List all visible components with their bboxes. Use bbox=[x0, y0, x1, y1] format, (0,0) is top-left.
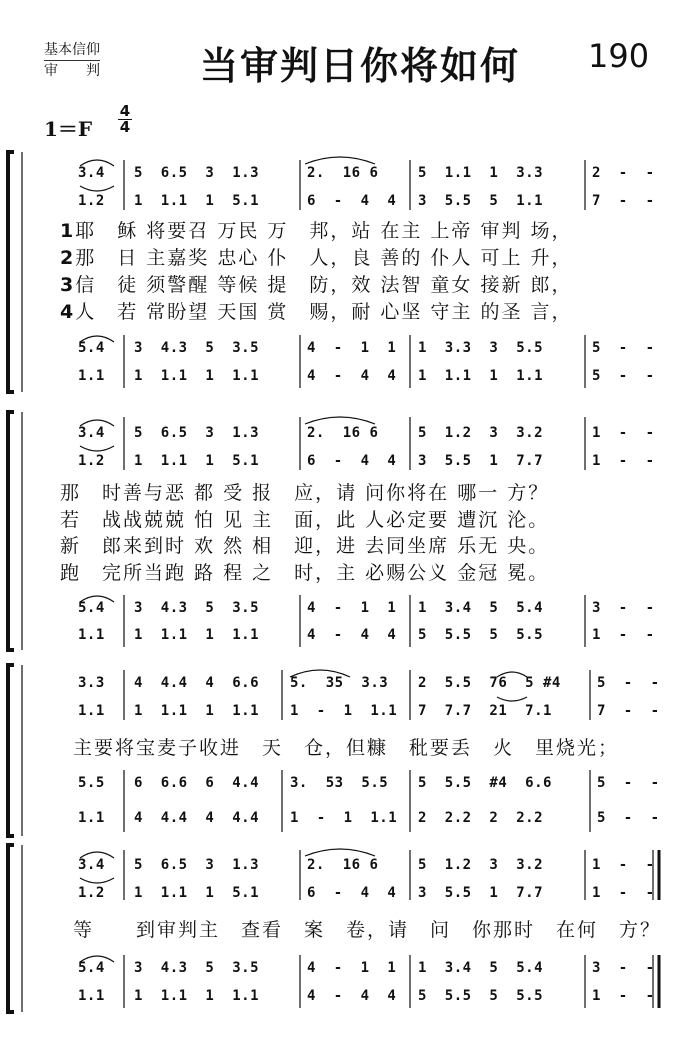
note-cell: 2. 16 6 bbox=[307, 857, 379, 873]
system-2-row-1 bbox=[0, 425, 700, 447]
note-cell: 3.4 bbox=[78, 425, 105, 441]
system-1-row-3 bbox=[0, 340, 700, 362]
note-cell: 4 - 1 1 bbox=[307, 340, 397, 356]
note-cell: 1 3.4 5 5.4 bbox=[418, 960, 544, 976]
note-cell: 1.1 bbox=[78, 627, 105, 643]
verse-text: 新 郎来到时 欢 然 相 迎，进 去同坐席 乐无 央。 bbox=[60, 535, 550, 557]
note-cell: 1 1.1 1 5.1 bbox=[134, 193, 260, 209]
note-cell: 5. 35 3.3 bbox=[290, 675, 389, 691]
verse-number: 2 bbox=[60, 247, 76, 269]
system-1-row-1 bbox=[0, 165, 700, 187]
note-cell: 1 - 1 1.1 bbox=[290, 703, 398, 719]
note-cell: 5.4 bbox=[78, 600, 105, 616]
note-cell: 2. 16 6 bbox=[307, 425, 379, 441]
verse-3 bbox=[60, 272, 660, 298]
note-cell: 1 1.1 1 1.1 bbox=[134, 703, 260, 719]
verse-text: 那 时善与恶 都 受 报 应，请 问你将在 哪一 方？ bbox=[60, 482, 550, 504]
time-signature-top: 4 bbox=[119, 102, 131, 120]
note-cell: 5 6.5 3 1.3 bbox=[134, 425, 260, 441]
note-cell: 1.1 bbox=[78, 810, 105, 826]
system-1-row-4 bbox=[0, 368, 700, 390]
note-cell: 4 - 1 1 bbox=[307, 960, 397, 976]
note-cell: 1 - 1 1.1 bbox=[290, 810, 398, 826]
note-cell: 7 - - bbox=[592, 193, 655, 209]
note-cell: 5 1.1 1 3.3 bbox=[418, 165, 544, 181]
system-1-row-2 bbox=[0, 193, 700, 215]
time-signature-bottom: 4 bbox=[119, 118, 131, 136]
note-cell: 6 - 4 4 bbox=[307, 193, 397, 209]
system-3-row-3 bbox=[0, 775, 700, 797]
note-cell: 3 5.5 1 7.7 bbox=[418, 453, 544, 469]
note-cell: 1 - - bbox=[592, 988, 655, 1004]
verse-3-line-2 bbox=[60, 533, 660, 559]
system-3-row-4 bbox=[0, 810, 700, 832]
category-secondary: 审 判 bbox=[44, 63, 100, 79]
note-cell: 1 1.1 1 1.1 bbox=[134, 627, 260, 643]
note-cell: 1.2 bbox=[78, 193, 105, 209]
note-cell: 5 1.2 3 3.2 bbox=[418, 857, 544, 873]
note-cell: 2 2.2 2 2.2 bbox=[418, 810, 544, 826]
note-cell: 3.3 bbox=[78, 675, 105, 691]
system-3-row-2 bbox=[0, 703, 700, 725]
note-cell: 3 5.5 5 1.1 bbox=[418, 193, 544, 209]
system-4-row-1 bbox=[0, 857, 700, 879]
note-cell: 1.2 bbox=[78, 885, 105, 901]
verse-1 bbox=[60, 218, 660, 244]
category-primary: 基本信仰 bbox=[44, 40, 100, 61]
verse-1-line-2 bbox=[60, 480, 660, 506]
system-3-row-1 bbox=[0, 675, 700, 697]
note-cell: 1 - - bbox=[592, 425, 655, 441]
note-cell: 1.2 bbox=[78, 453, 105, 469]
note-cell: 5 5.5 5 5.5 bbox=[418, 988, 544, 1004]
note-cell: 5.5 bbox=[78, 775, 105, 791]
verse-number: 1 bbox=[60, 220, 76, 242]
note-cell: 1 1.1 1 5.1 bbox=[134, 453, 260, 469]
chorus-line-1: 主要将宝麦子收进 天 仓，但糠 秕要丢 火 里烧光； bbox=[73, 737, 620, 759]
note-cell: 4 - 4 4 bbox=[307, 368, 397, 384]
note-cell: 3.4 bbox=[78, 165, 105, 181]
note-cell: 3 - - bbox=[592, 960, 655, 976]
hymn-title: 当审判日你将如何 bbox=[200, 44, 521, 88]
note-cell: 3 4.3 5 3.5 bbox=[134, 960, 260, 976]
note-cell: 1.1 bbox=[78, 703, 105, 719]
note-cell: 5 6.5 3 1.3 bbox=[134, 165, 260, 181]
note-cell: 2 5.5 76 5 #4 bbox=[418, 675, 561, 691]
note-cell: 1 - - bbox=[592, 885, 655, 901]
note-cell: 1 1.1 1 1.1 bbox=[134, 988, 260, 1004]
note-cell: 5 5.5 #4 6.6 bbox=[418, 775, 552, 791]
note-cell: 1 3.3 3 5.5 bbox=[418, 340, 544, 356]
verse-text: 若 战战兢兢 怕 见 主 面，此 人必定要 遭沉 沦。 bbox=[60, 509, 550, 531]
verse-number: 3 bbox=[60, 274, 76, 296]
verse-2-line-2 bbox=[60, 507, 660, 533]
verse-4-line-2 bbox=[60, 560, 660, 586]
note-cell: 6 - 4 4 bbox=[307, 453, 397, 469]
note-cell: 5.4 bbox=[78, 340, 105, 356]
note-cell: 5 - - bbox=[597, 775, 660, 791]
note-cell: 5.4 bbox=[78, 960, 105, 976]
verse-2 bbox=[60, 245, 660, 271]
final-line: 等 到审判主 查看 案 卷，请 问 你那时 在何 方？ bbox=[73, 919, 662, 941]
key-signature: 1＝F bbox=[44, 117, 93, 141]
system-4-row-2 bbox=[0, 885, 700, 907]
note-cell: 7 - - bbox=[597, 703, 660, 719]
note-cell: 3. 53 5.5 bbox=[290, 775, 389, 791]
system-2-row-2 bbox=[0, 453, 700, 475]
note-cell: 1 - - bbox=[592, 453, 655, 469]
verse-number: 4 bbox=[60, 301, 76, 323]
note-cell: 2. 16 6 bbox=[307, 165, 379, 181]
verse-text: 耶 稣 将要召 万民 万 邦，站 在主 上帝 审判 场， bbox=[75, 220, 573, 242]
system-4-row-3 bbox=[0, 960, 700, 982]
note-cell: 7 7.7 21 7.1 bbox=[418, 703, 552, 719]
verse-text: 跑 完所当跑 路 程 之 时，主 必赐公义 金冠 冕。 bbox=[60, 562, 550, 584]
note-cell: 1.1 bbox=[78, 988, 105, 1004]
note-cell: 4 - 4 4 bbox=[307, 627, 397, 643]
note-cell: 5 5.5 5 5.5 bbox=[418, 627, 544, 643]
note-cell: 3 - - bbox=[592, 600, 655, 616]
note-cell: 1.1 bbox=[78, 368, 105, 384]
note-cell: 5 - - bbox=[592, 368, 655, 384]
system-2-row-4 bbox=[0, 627, 700, 649]
system-2-row-3 bbox=[0, 600, 700, 622]
note-cell: 5 6.5 3 1.3 bbox=[134, 857, 260, 873]
note-cell: 3 5.5 1 7.7 bbox=[418, 885, 544, 901]
verse-text: 人 若 常盼望 天国 赏 赐，耐 心坚 守主 的圣 言， bbox=[75, 301, 573, 323]
note-cell: 2 - - bbox=[592, 165, 655, 181]
note-cell: 6 6.6 6 4.4 bbox=[134, 775, 260, 791]
note-cell: 6 - 4 4 bbox=[307, 885, 397, 901]
hymn-number: 190 bbox=[588, 37, 650, 75]
note-cell: 1 - - bbox=[592, 857, 655, 873]
note-cell: 1 3.4 5 5.4 bbox=[418, 600, 544, 616]
note-cell: 4 4.4 4 6.6 bbox=[134, 675, 260, 691]
system-4-row-4 bbox=[0, 988, 700, 1010]
note-cell: 3 4.3 5 3.5 bbox=[134, 340, 260, 356]
note-cell: 3 4.3 5 3.5 bbox=[134, 600, 260, 616]
note-cell: 4 - 1 1 bbox=[307, 600, 397, 616]
verse-text: 那 日 主嘉奖 忠心 仆 人，良 善的 仆人 可上 升， bbox=[75, 247, 573, 269]
note-cell: 3.4 bbox=[78, 857, 105, 873]
note-cell: 5 - - bbox=[597, 675, 660, 691]
note-cell: 5 1.2 3 3.2 bbox=[418, 425, 544, 441]
note-cell: 1 - - bbox=[592, 627, 655, 643]
verse-4 bbox=[60, 299, 660, 325]
note-cell: 1 1.1 1 5.1 bbox=[134, 885, 260, 901]
verse-text: 信 徒 须警醒 等候 提 防，效 法智 童女 接新 郎， bbox=[75, 274, 573, 296]
note-cell: 4 4.4 4 4.4 bbox=[134, 810, 260, 826]
note-cell: 5 - - bbox=[597, 810, 660, 826]
note-cell: 5 - - bbox=[592, 340, 655, 356]
note-cell: 1 1.1 1 1.1 bbox=[418, 368, 544, 384]
note-cell: 4 - 4 4 bbox=[307, 988, 397, 1004]
note-cell: 1 1.1 1 1.1 bbox=[134, 368, 260, 384]
